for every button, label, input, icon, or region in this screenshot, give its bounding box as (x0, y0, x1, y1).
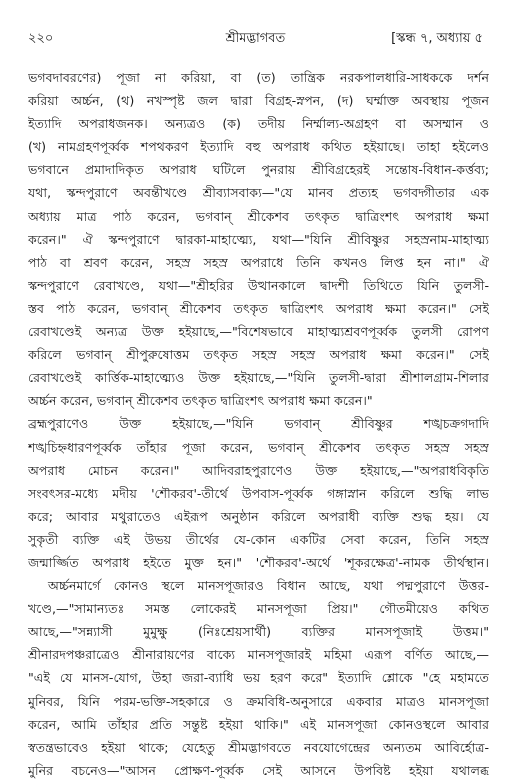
text-line: মুনিবর, যিনি পরম-ভক্তি-সহকারে ও ক্রমবিধি-অনুসারে একবার মাত্রও মানসপূজা (28, 693, 489, 709)
text-line: সংবৎসর-মধ্যে মদীয় 'শৌকরব'-তীর্থে উপবাস-পূর্ব্বক গঙ্গাস্নান করিলে শুদ্ধি লাভ (28, 485, 489, 501)
running-title: শ্রীমদ্ভাগবত (225, 31, 286, 46)
section-reference: [স্কন্ধ ৭, অধ্যায় ৫ (391, 31, 483, 46)
text-line: যথা, স্কন্দপুরাণে অবন্তীখণ্ডে শ্রীব্যাসবাক্য—"যে মানব প্রত্যহ ভগবদ্গীতার এক (28, 185, 489, 201)
text-line: পাঠ বা শ্রবণ করেন, সহস্র সহস্র অপরাধে তিনি কখনও লিপ্ত হন না।" ঐ (28, 254, 489, 270)
text-line: আছে,—"সন্ন্যাসী মুমুক্ষু (নিঃশ্রেয়সার্থী) ব্যক্তির মানসপূজাই উত্তম।" (28, 624, 489, 640)
text-line: অর্চ্চন করেন, ভগবান্ শ্রীকেশব তৎকৃত দ্বাত্রিংশৎ অপরাধ ক্ষমা করেন।" (28, 393, 373, 409)
text-line: (খ) নামগ্রহণপূর্ব্বক শপথকরণ ইত্যাদি বহু অপরাধ কথিত হইয়াছে। তাহা হইলেও (28, 139, 489, 155)
page-number: ২২০ (28, 31, 54, 46)
text-line: স্তব পাঠ করেন, ভগবান্ শ্রীকেশব তৎকৃত দ্বাত্রিংশৎ অপরাধ ক্ষমা করেন।" সেই (28, 300, 489, 316)
text-line: মুনির বচনেও—"আসন প্রোক্ষণ-পূর্ব্বক সেই আসনে উপবিষ্ট হইয়া যথালব্ধ (28, 762, 489, 778)
text-line: করেন, আমি তাঁহার প্রতি সন্তুষ্ট হইয়া থাকি।" এই মানসপূজা কোনওস্থলে আবার (28, 716, 489, 732)
text-line: করিয়া অর্চ্চন, (থ) নখস্পৃষ্ট জল দ্বারা বিগ্রহ-স্নপন, (দ) ঘর্ম্মাক্ত অবস্থায় পূজন (28, 93, 489, 109)
body-text (28, 66, 489, 782)
text-line: করেন।" ঐ স্কন্দপুরাণে দ্বারকা-মাহাত্ম্যে, যথা—"যিনি শ্রীবিষ্ণুর সহস্রনাম-মাহাত্ম্য (28, 231, 489, 247)
text-line: ভগবদাবরণের) পূজা না করিয়া, বা (ত) তান্ত্রিক নরকপালধারি-সাধককে দর্শন (28, 70, 489, 85)
text-line: ইত্যাদি অপরাধজনক। অন্যত্রও (ক) তদীয় নির্ম্মাল্য-অগ্রহণ বা অসম্মান ও (28, 116, 489, 132)
text-line: ব্রহ্মপুরাণেও উক্ত হইয়াছে,—"যিনি ভগবান্ শ্রীবিষ্ণুর শঙ্খচক্রগদাদি (28, 416, 489, 432)
text-line: শ্রীনারদপঞ্চরাত্রেও শ্রীনারায়ণের বাক্যে মানসপূজারই মহিমা এরূপ বর্ণিত আছে,— (28, 647, 489, 663)
page-header (28, 28, 483, 50)
text-line: জন্মার্জ্জিত অপরাধ হইতে মুক্ত হন।" 'শৌকরব'-অর্থে 'শূকরক্ষেত্র'-নামক তীর্থস্থান। (28, 554, 489, 570)
text-line: স্কন্দপুরাণে রেবাখণ্ডে, যথা—"শ্রীহরির উত্থানকালে দ্বাদশী তিথিতে যিনি তুলসী- (28, 277, 489, 293)
paragraph-start-line: অর্চ্চনমার্গে কোনও স্থলে মানসপূজারও বিধান আছে, যথা পদ্মপুরাণে উত্তর- (48, 578, 489, 594)
text-line: করে; আবার মথুরাতেও এইরূপ অনুষ্ঠান করিলে অপরাধী ব্যক্তি শুদ্ধ হয়। যে (28, 508, 489, 524)
text-line: অধ্যায় মাত্র পাঠ করেন, ভগবান্ শ্রীকেশব তৎকৃত দ্বাত্রিংশৎ অপরাধ ক্ষমা (28, 208, 489, 224)
text-line: করিলে ভগবান্ শ্রীপুরুষোত্তম তৎকৃত সহস্র সহস্র অপরাধ ক্ষমা করেন।" সেই (28, 347, 489, 363)
text-line: সুকৃতী ব্যক্তি এই উভয় তীর্থের যে-কোন একটির সেবা করেন, তিনি সহস্র (28, 531, 489, 547)
text-line: ভগবানে প্রমাদাদিকৃত অপরাধ ঘটিলে পুনরায় শ্রীবিগ্রহেরই সন্তোষ-বিধান-কর্ত্তব্য; (28, 162, 489, 178)
text-line: শঙ্খচিহ্নধারণপূর্ব্বক তাঁহার পূজা করেন, ভগবান্ শ্রীকেশব তৎকৃত সহস্র সহস্র (28, 439, 489, 455)
text-line: স্বতন্ত্রভাবেও হইয়া থাকে; যেহেতু শ্রীমদ্ভাগবতে নবযোগেন্দ্রের অন্যতম আবির্হোত্র- (28, 739, 489, 755)
text-line: অপরাধ মোচন করেন।" আদিবরাহপুরাণেও উক্ত হইয়াছে,—"অপরাধবিকৃতি (28, 462, 489, 478)
text-line: "এই যে মানস-যোগ, উহা জরা-ব্যাধি ভয় হরণ করে" ইত্যাদি শ্লোকে "হে মহামতে (28, 670, 489, 686)
text-line: খণ্ডে,—"সামান্যতঃ সমস্ত লোকেরই মানসপূজা প্রিয়।" গৌতমীয়েও কথিত (28, 601, 489, 617)
text-line: রেবাখণ্ডেই অন্যত্র উক্ত হইয়াছে,—"বিশেষভাবে মাহাত্ম্যশ্রবণপূর্ব্বক তুলসী রোপণ (28, 324, 489, 340)
text-line: রেবাখণ্ডেই কার্ত্তিক-মাহাত্ম্যেও উক্ত হইয়াছে,—"যিনি তুলসী-দ্বারা শ্রীশালগ্রাম-শিলার (28, 370, 489, 386)
